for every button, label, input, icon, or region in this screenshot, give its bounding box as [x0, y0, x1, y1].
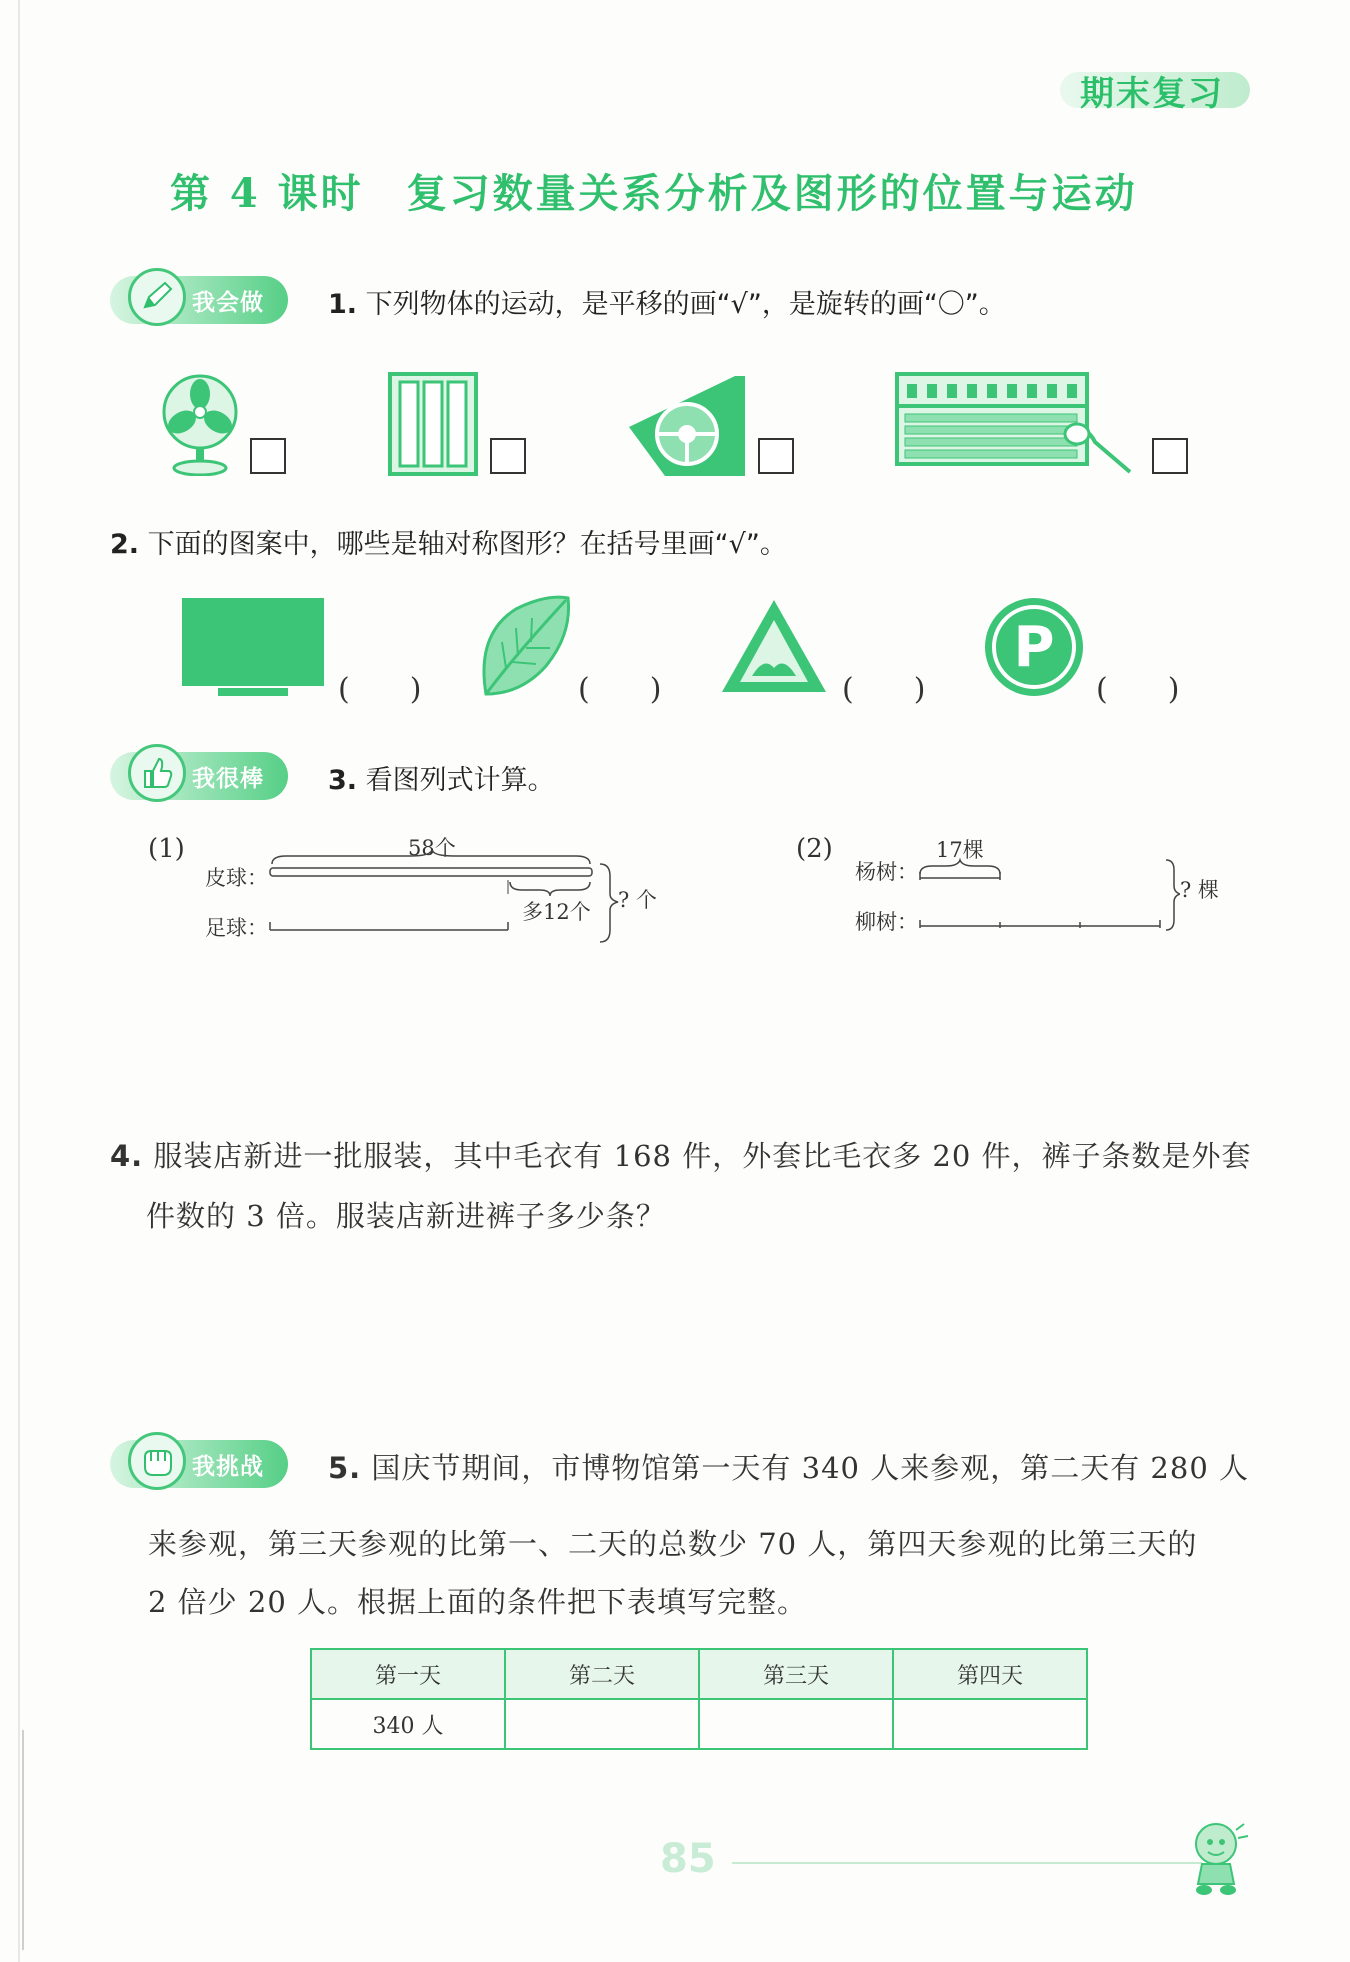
q5-text-line3: 2 倍少 20 人。根据上面的条件把下表填写完整。 — [148, 1585, 808, 1619]
q2-text: 下面的图案中，哪些是轴对称图形？在括号里画“√”。 — [147, 529, 787, 560]
television-icon — [180, 596, 326, 700]
page-number: 85 — [660, 1836, 716, 1882]
q5-text-line2: 来参观，第三天参观的比第一、二天的总数少 70 人，第四天参观的比第三天的 — [148, 1527, 1198, 1561]
fist-icon — [128, 1432, 186, 1490]
q1-answer-box-3[interactable] — [758, 438, 794, 474]
table-header-cell: 第二天 — [505, 1649, 699, 1699]
table-row — [311, 1699, 1087, 1749]
q2-answer-paren-4[interactable]: ( ) — [1096, 672, 1180, 707]
footer-rule — [732, 1862, 1202, 1864]
leaf-icon — [476, 594, 572, 698]
q3-part1-unknown-label: ? 个 — [618, 888, 657, 912]
abacus-icon — [895, 372, 1135, 476]
q1-answer-box-1[interactable] — [250, 438, 286, 474]
badge-label: 我会做 — [192, 290, 264, 316]
q2-answer-paren-2[interactable]: ( ) — [578, 672, 662, 707]
q3-part1-diff-label: 多12个 — [522, 900, 591, 924]
svg-text:P: P — [1013, 615, 1055, 680]
q3-part2-row1-label: 杨树： — [855, 860, 918, 884]
q3-part2-row2-label: 柳树： — [855, 910, 918, 934]
q5-line1 — [328, 1446, 1249, 1487]
q4-text-line2: 件数的 3 倍。服装店新进裤子多少条？ — [146, 1199, 666, 1233]
q1-answer-box-2[interactable] — [490, 438, 526, 474]
q5-table — [310, 1648, 1088, 1750]
q3-prompt — [328, 758, 555, 797]
q2-number: 2. — [110, 529, 140, 560]
table-header-cell: 第三天 — [699, 1649, 893, 1699]
q3-part2-label: (2) — [796, 834, 833, 864]
q2-answer-paren-3[interactable]: ( ) — [842, 672, 926, 707]
badge-can-do — [110, 268, 290, 328]
sliding-window-icon — [388, 372, 478, 476]
q5-number: 5. — [328, 1451, 362, 1485]
q5-text-line1: 国庆节期间，市博物馆第一天有 340 人来参观，第二天有 280 人 — [371, 1451, 1250, 1485]
cartoon-mascot-icon — [1182, 1818, 1254, 1898]
table-header-row — [311, 1649, 1087, 1699]
q2-answer-paren-1[interactable]: ( ) — [338, 672, 422, 707]
badge-great — [110, 744, 290, 804]
warning-sign-icon — [718, 596, 830, 696]
badge-label: 我挑战 — [192, 1454, 264, 1480]
q1-prompt — [328, 282, 1006, 321]
pencil-icon — [128, 268, 186, 326]
section-tab — [1060, 66, 1255, 114]
q1-number: 1. — [328, 289, 358, 320]
table-cell: 340 人 — [311, 1699, 505, 1749]
page-spine-shadow — [22, 1730, 24, 1950]
q4-number: 4. — [110, 1139, 144, 1173]
q3-part2-top-label: 17棵 — [936, 838, 984, 862]
table-cell-answer[interactable] — [893, 1699, 1087, 1749]
table-header-cell: 第一天 — [311, 1649, 505, 1699]
q3-part1-label: (1) — [148, 834, 185, 864]
q4-line1 — [110, 1134, 1252, 1175]
badge-challenge — [110, 1432, 290, 1492]
electric-fan-icon — [160, 372, 240, 476]
q3-part1-top-label: 58个 — [408, 836, 456, 860]
q2-prompt — [110, 522, 787, 561]
steering-wheel-icon — [625, 372, 745, 476]
badge-label: 我很棒 — [192, 766, 264, 792]
q1-answer-box-4[interactable] — [1152, 438, 1188, 474]
q3-part1-row2-label: 足球： — [205, 916, 268, 940]
q3-part1-row1-label: 皮球： — [205, 866, 268, 890]
lesson-title: 第 4 课时 复习数量关系分析及图形的位置与运动 — [170, 170, 1138, 217]
table-cell-answer[interactable] — [505, 1699, 699, 1749]
table-header-cell: 第四天 — [893, 1649, 1087, 1699]
q3-part1-line-diagram — [260, 850, 620, 950]
page-spine — [18, 0, 20, 1962]
q4-text-line1: 服装店新进一批服装，其中毛衣有 168 件，外套比毛衣多 20 件，裤子条数是外套 — [153, 1139, 1252, 1173]
section-tab-label: 期末复习 — [1080, 74, 1224, 114]
q3-text: 看图列式计算。 — [365, 765, 555, 796]
q3-part2-unknown-label: ? 棵 — [1180, 878, 1219, 902]
parking-sign-icon — [983, 596, 1085, 698]
thumbs-up-icon — [128, 744, 186, 802]
table-cell-answer[interactable] — [699, 1699, 893, 1749]
q1-text: 下列物体的运动，是平移的画“√”，是旋转的画“〇”。 — [365, 289, 1006, 320]
q3-number: 3. — [328, 765, 358, 796]
q3-part2-line-diagram — [910, 856, 1180, 936]
